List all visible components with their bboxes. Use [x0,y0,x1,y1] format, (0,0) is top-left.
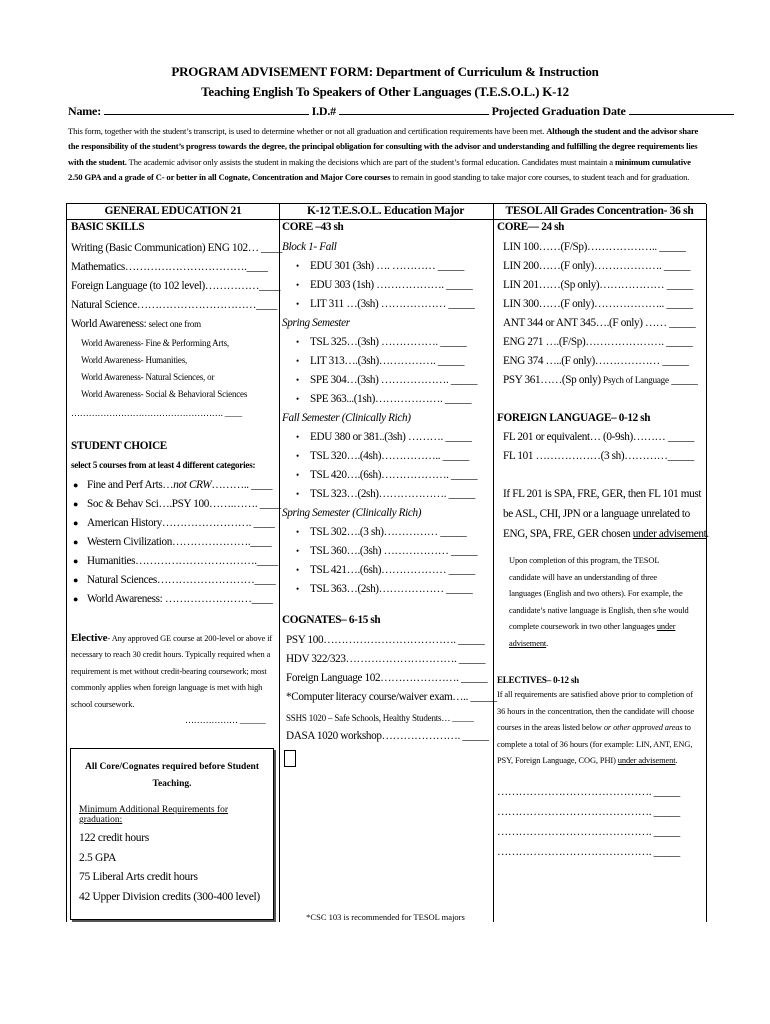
choice-item[interactable]: ● Humanities…………………………….____ [73,555,278,567]
cognate-item[interactable]: *Computer literacy course/waiver exam….. _____ [286,691,497,703]
fl-note: be ASL, CHI, JPN or a language unrelated to [503,508,690,520]
student-choice-instruction: select 5 courses from at least 4 different categories: [71,460,256,470]
course-item[interactable]: • TSL 323…(2sh)………………. _____ [296,488,475,500]
elective-blank[interactable]: ……………………………………. _____ [497,806,680,818]
course-item[interactable]: • SPE 363...(1sh)………………. _____ [296,393,472,405]
intro-text-4: minimum cumulative 2.50 GPA and a grade of C- or better in all Cognate, Concentration and Major Core courses [68,156,691,183]
course-item[interactable]: • TSL 320….(4sh)…………….. _____ [296,450,469,462]
student-info-line [68,103,708,119]
world-awareness-option: World Awareness- Humanities, [81,355,188,365]
concentration-course[interactable]: LIN 200……(F only)………………. _____ [503,260,691,272]
cognate-item[interactable]: HDV 322/323…………………………. _____ [286,653,486,665]
choice-item[interactable]: ● Soc & Behav Sci….PSY 100…….……. ____ [73,498,281,510]
world-awareness-select: select one from [146,319,201,329]
id-label: I.D.# [311,104,336,118]
concentration-course[interactable]: LIN 300……(F only)……………….. _____ [503,298,693,310]
course-item[interactable]: • LIT 313….(3sh)……………. _____ [296,355,465,367]
checkbox-icon[interactable] [284,750,296,767]
elective-description: Elective- Any approved GE course at 200-level or above if necessary to reach 30 credit hours. Typically required when a requirement is met without credit-bearing coursework; most commonly applies when foreign language is met with high school coursework. [71,632,273,709]
world-awareness-label: World Awareness: [71,318,147,330]
cognate-item[interactable]: PSY 100………………………………. _____ [286,634,485,646]
intro-paragraph [68,124,702,186]
requirements-callout [70,748,274,920]
cognates-heading: COGNATES– 6-15 sh [282,614,381,626]
world-awareness-blank[interactable]: ……………………………………………. ____ [71,408,242,418]
callout-item: 122 credit hours [79,832,149,844]
course-item[interactable]: • SPE 304…(3sh) ………………. _____ [296,374,478,386]
choice-item[interactable]: ● American History……………………. ____ [73,517,275,529]
tesol-concentration-column [493,204,707,922]
course-item[interactable]: • EDU 380 or 381..(3sh) ………. _____ [296,431,472,443]
callout-title: All Core/Cognates required before Student Teaching. [85,762,259,789]
concentration-core-heading: CORE— 24 sh [497,221,565,233]
student-choice-heading: STUDENT CHOICE [71,440,167,452]
course-item[interactable]: • TSL 325…(3sh) ……………. _____ [296,336,467,348]
callout-subtitle: Minimum Additional Requirements for graduation: [79,805,229,825]
graduation-date-field[interactable] [629,103,734,115]
concentration-course[interactable]: ENG 271 ….(F/Sp)…………………. _____ [503,336,693,348]
callout-item: 75 Liberal Arts credit hours [79,871,198,884]
concentration-course[interactable]: ANT 344 or ANT 345….(F only) …… _____ [503,317,696,329]
elective-blank[interactable]: ……………………………………. _____ [497,846,680,858]
cognate-item[interactable]: Foreign Language 102…………………. _____ [286,672,488,684]
choice-item[interactable]: ● Natural Sciences………………………____ [73,574,276,586]
foreign-language-course[interactable]: FL 201 or equivalent… (0-9sh)……… _____ [503,431,695,443]
tesol-major-column [278,204,497,922]
concentration-course[interactable]: LIN 100……(F/Sp)……………….. _____ [503,241,686,253]
intro-text-5: to remain in good standing to take major core courses, to student teach and for graduation. [390,172,690,183]
concentration-course[interactable]: PSY 361……(Sp only) Psych of Language _____ [503,374,698,386]
course-item[interactable]: • TSL 302….(3 sh)…………… _____ [296,526,467,538]
basic-skill-item[interactable]: Writing (Basic Communication) ENG 102… ____ [71,242,283,254]
elective-blank[interactable]: ……………………………………. _____ [497,826,680,838]
core-heading: CORE –43 sh [282,221,344,233]
concentration-course[interactable]: ENG 374 …..(F only)……………… _____ [503,355,689,367]
foreign-language-course[interactable]: FL 101 ………………(3 sh)…………_____ [503,450,694,462]
choice-item[interactable]: ● World Awareness: ……………………____ [73,593,273,605]
basic-skill-item[interactable]: Natural Science……………………………____ [71,299,278,311]
choice-item[interactable]: ● Fine and Perf Arts…not CRW……….. ____ [73,479,273,491]
world-awareness-option: World Awareness- Natural Sciences, or [81,372,215,382]
concentration-header: TESOL All Grades Concentration- 36 sh [493,204,706,220]
name-field[interactable] [104,103,309,115]
form-title: PROGRAM ADVISEMENT FORM: Department of Curriculum & Instruction [171,64,599,79]
course-item[interactable]: • EDU 303 (1sh) ………………. _____ [296,279,473,291]
course-item[interactable]: • TSL 421….(6sh)……………… _____ [296,564,475,576]
electives-description: If all requirements are satisfied above prior to completion of 36 hours in the concentration, then the candidate will choose courses in the areas listed below or other approved areas to complete a total of 36 hours (for example: LIN, ANT, ENG, PSY, Foreign Language, COG, PHI) under advisement. [497,690,695,766]
electives-heading: ELECTIVES– 0-12 sh [497,675,579,685]
csc-footnote: *CSC 103 is recommended for TESOL majors [306,912,465,922]
tesol-major-header: K-12 T.E.S.O.L. Education Major [278,204,493,220]
world-awareness-option: World Awareness- Social & Behavioral Sciences [81,389,248,399]
cognate-item[interactable]: SSHS 1020 – Safe Schools, Healthy Students… _____ [286,713,474,723]
spring-clinical-heading: Spring Semester (Clinically Rich) [282,507,422,519]
intro-text-3: The academic advisor only assists the student in making the decisions which are part of the student’s formal education. Candidates must maintain a [126,156,615,167]
program-title: Teaching English To Speakers of Other Languages (T.E.S.O.L.) K-12 [201,84,569,99]
choice-item[interactable]: ● Western Civilization………………….____ [73,536,272,548]
program-outcome-note: Upon completion of this program, the TESOL candidate will have an understanding of three languages (English and two others). For example, the candidate’s native language is English, then s/he would complete coursework in two other languages under advisement. [509,556,689,648]
intro-text-2: Although the student and the advisor share the responsibility of the student’s progress towards the degree, the principal obligation for consulting with the advisor and understanding and fulfilling the degree requirements lies with the student. [68,126,699,167]
spring-heading: Spring Semester [282,317,350,329]
name-label: Name: [68,104,101,118]
concentration-course[interactable]: LIN 201……(Sp only)……………… _____ [503,279,693,291]
intro-text-1: This form, together with the student’s transcript, is used to determine whether or not all graduation and certification requirements have been met. [68,126,547,136]
graduation-date-label: Projected Graduation Date [491,104,626,118]
world-awareness-option: World Awareness- Fine & Performing Arts, [81,338,229,348]
basic-skills-heading: BASIC SKILLS [71,221,145,233]
callout-item: 2.5 GPA [79,851,117,864]
foreign-language-heading: FOREIGN LANGUAGE– 0-12 sh [497,412,651,424]
world-awareness-line [71,318,201,330]
course-item[interactable]: • TSL 363…(2sh)……………… _____ [296,583,473,595]
cognate-item[interactable]: DASA 1020 workshop…………………. _____ [286,730,489,742]
fl-note: ENG, SPA, FRE, GER chosen under advisement. [503,528,709,540]
block1-heading: Block 1- Fall [282,241,337,253]
id-field[interactable] [339,103,489,115]
course-item[interactable]: • LIT 311 …(3sh) ……………… _____ [296,298,475,310]
elective-blank[interactable]: ……………… ______ [185,715,266,725]
basic-skill-item[interactable]: Foreign Language (to 102 level)……………____ [71,280,281,292]
general-education-header: GENERAL EDUCATION 21 [67,204,279,220]
basic-skill-item[interactable]: Mathematics…………………………….____ [71,261,268,273]
course-item[interactable]: • TSL 360….(3sh) ……………… _____ [296,545,478,557]
fall-clinical-heading: Fall Semester (Clinically Rich) [282,412,411,424]
course-item[interactable]: • TSL 420….(6sh)………………. _____ [296,469,478,481]
elective-blank[interactable]: ……………………………………. _____ [497,786,680,798]
course-item[interactable]: • EDU 301 (3sh) …. ………… _____ [296,260,465,272]
fl-note: If FL 201 is SPA, FRE, GER, then FL 101 must [503,488,702,500]
callout-item: 42 Upper Division credits (300-400 level) [79,890,260,903]
